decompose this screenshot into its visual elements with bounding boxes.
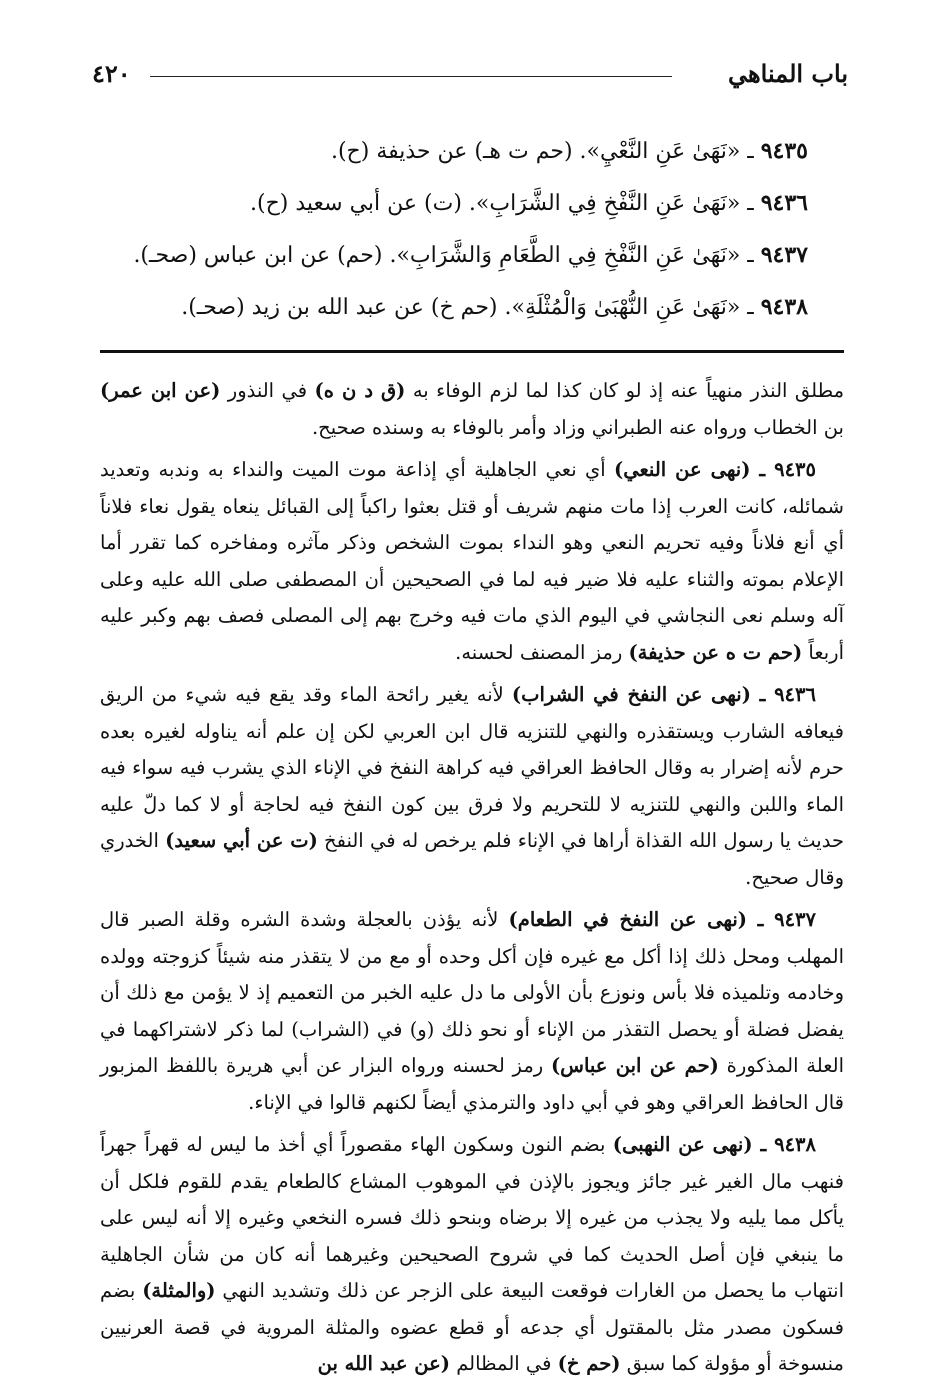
hadith-number: ٩٤٣٨ [760, 294, 808, 320]
commentary-text: لأنه يغير رائحة الماء وقد يقع فيه شيء من الريق فيعافه الشارب ويستقذره والنهي للتنزيه قال ابن العربي لكن إن علم أنه يناوله لغيره بعده حرم لأنه إضرار به وقال الحافظ العراقي فيه كراهة النفخ في الإناء الذي يشرب فيه سواء فيه الماء واللبن والنهي للتنزيه لا للتحريم ولا فرق بين كون النفخ فيه لحاجة أو لا كما دلّ عليه حديث يا رسول الله القذاة أراها في الإناء فلم يرخص له في النفخ [100, 683, 844, 852]
hadith-quote: (والمثلة) [142, 1279, 216, 1302]
entry-number: ٩٤٣٨ ـ [752, 1133, 816, 1156]
commentary-paragraph [100, 452, 844, 671]
source-symbol: (ق د ن ه) [314, 379, 406, 402]
commentary [100, 373, 844, 1389]
narrator: (عن ابن عمر) [100, 379, 221, 402]
commentary-paragraph [100, 902, 844, 1121]
hadith-number: ٩٤٣٧ [760, 242, 808, 268]
page-number: ٤٢٠ [92, 59, 131, 88]
hadith-text: ـ «نَهَىٰ عَنِ النَّعْيِ». (حم ت هـ) عن حذيفة (ح). [330, 139, 761, 164]
page-header [92, 56, 848, 96]
commentary-text: رمز لحسنه ورواه البزار عن أبي هريرة باللفظ المزبور قال الحافظ العراقي وهو في أبي داود والترمذي أيضاً لكنهم قالوا في الإناء. [100, 1054, 844, 1114]
hadith-entry [118, 281, 808, 333]
hadith-quote: (نهى عن النفخ في الشراب) [511, 683, 751, 706]
commentary-paragraph [100, 1127, 844, 1383]
hadith-entries [118, 125, 808, 333]
hadith-entry [118, 229, 808, 281]
chapter-title: باب المناهي [727, 59, 848, 88]
commentary-text: الخدري وقال صحيح. [100, 829, 844, 889]
commentary-text: في النذور [220, 379, 315, 402]
hadith-entry [118, 125, 808, 177]
commentary-text: بضم فسكون مصدر مثل بالمقتول أي جدعه أو قطع عضوه والمثلة المروية في قصة العرنيين منسوخة أو مؤولة كما سبق [100, 1279, 844, 1375]
hadith-number: ٩٤٣٦ [760, 190, 808, 216]
hadith-number: ٩٤٣٥ [760, 138, 808, 164]
commentary-text: في المظالم [450, 1352, 558, 1375]
section-divider [100, 350, 844, 353]
commentary-text: بن الخطاب ورواه عنه الطبراني وزاد وأمر بالوفاء به وسنده صحيح. [311, 415, 844, 439]
hadith-quote: (نهى عن النفخ في الطعام) [508, 908, 747, 931]
entry-number: ٩٤٣٧ ـ [746, 908, 817, 931]
hadith-entry [118, 177, 808, 229]
commentary-text: رمز المصنف لحسنه. [455, 640, 629, 664]
commentary-text: بضم النون وسكون الهاء مقصوراً أي أخذ ما ليس له قهراً جهراً فنهب مال الغير غير جائز ويجوز بالإذن في الموهوب المشاع كالطعام يقدم للقوم فلكل أن يأكل مما يليه ولا يجذب من غيره إلا برضاه وبنحو ذلك فسره النخعي وغيره إلا أنه ليس على ما ينبغي فإن أصل الحديث كما في شروح الصحيحين وغيرهما أنه كان من شأن الجاهلية انتهاب ما يحصل من الغارات فوقعت البيعة على الزجر عن ذلك وتشديد النهي [100, 1133, 844, 1302]
commentary-text: أي نعي الجاهلية أي إذاعة موت الميت والنداء به وندبه وتعديد شمائله، كانت العرب إذا مات منهم شريف أو قتل بعثوا راكباً إلى القبائل ينعاه يقول نعاء فلاناً أي أنع فلاناً وفيه تحريم النعي وهو النداء بموت الشخص وذكر مآثره ومفاخره كما تقرر أما الإعلام بموته والثناء عليه فلا ضير فيه لما في الصحيحين أن المصطفى صلى الله عليه وعلى آله وسلم نعى النجاشي في اليوم الذي مات فيه وخرج بهم إلى المصلى فصف بهم وكبر عليه أربعاً [100, 458, 844, 664]
source-symbol: (حم ت ه عن حذيفة) [628, 640, 803, 664]
commentary-text: مطلق النذر منهياً عنه إذ لو كان كذا لما لزم الوفاء به [405, 379, 845, 402]
narrator: (عن عبد الله بن [317, 1352, 450, 1375]
commentary-paragraph [100, 677, 844, 896]
source-symbol: (حم عن ابن عباس) [550, 1054, 719, 1077]
header-rule [150, 76, 672, 77]
commentary-text: لأنه يؤذن بالعجلة وشدة الشره وقلة الصبر قال المهلب ومحل ذلك إذا أكل مع غيره فإن أكل وحده أو مع من لا يتقذر منه شيئاً كزوجته وولده وخادمه وتلميذه فلا بأس ونوزع بأن الأولى ما دل عليه الخبر من التعميم إذ لا يؤمن مع ذلك أن يفضل فضلة أو يحصل التقذر من الإناء أو نحو ذلك (و) في (الشراب) لما ذكر لاشتراكهما في العلة المذكورة [100, 908, 844, 1077]
source-symbol: (ت عن أبي سعيد) [165, 829, 318, 852]
entry-number: ٩٤٣٦ ـ [750, 683, 816, 706]
hadith-quote: (نهى عن النعي) [614, 458, 751, 481]
hadith-text: ـ «نَهَىٰ عَنِ النَّفْخِ فِي الشَّرَابِ». (ت) عن أبي سعيد (ح). [250, 191, 761, 216]
hadith-text: ـ «نَهَىٰ عَنِ النَّفْخِ فِي الطَّعَامِ وَالشَّرَابِ». (حم) عن ابن عباس (صحـ). [133, 243, 761, 268]
source-symbol: (حم خ) [557, 1352, 621, 1375]
commentary-paragraph [100, 373, 844, 446]
hadith-text: ـ «نَهَىٰ عَنِ النُّهْبَىٰ وَالْمُثْلَةِ». (حم خ) عن عبد الله بن زيد (صحـ). [181, 295, 761, 320]
hadith-quote: (نهى عن النهبى) [612, 1133, 753, 1156]
entry-number: ٩٤٣٥ ـ [750, 458, 816, 481]
